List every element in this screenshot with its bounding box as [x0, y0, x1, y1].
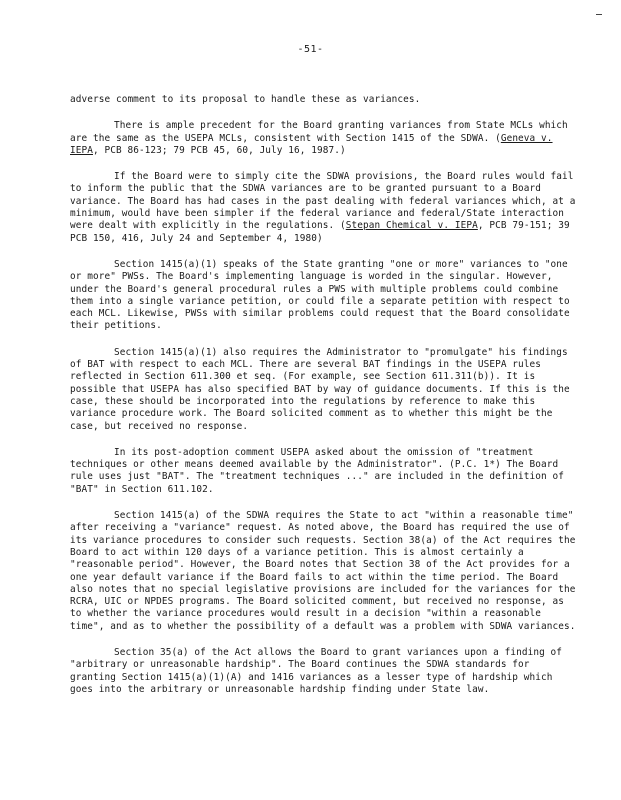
corner-mark [596, 14, 602, 15]
paragraph-continuation [70, 94, 580, 106]
paragraph-text: Section 35(a) of the Act allows the Board to grant variances upon a finding of "arbitrary or unreasonable hardship". The Board continues the SDWA standards for granting Section 1415(a)(1)(A) and 1416 variances as a lesser type of hardship which goes into the arbitrary or unreasonable hardship finding under State law. [70, 646, 563, 695]
paragraph-precedent [70, 120, 580, 157]
paragraph-section-1415-a1-pws [70, 259, 580, 333]
paragraph-text: , PCB 86-123; 79 PCB 45, 60, July 16, 1987.) [92, 144, 346, 156]
paragraph-text: If the Board were to simply cite the SDWA provisions, the Board rules would fail to inform the public that the SDWA variances are to be granted pursuant to a Board variance. The Board has had cases in the past dealing with federal variances which, at a minimum, would have been simpler if the federal variance and federal/State interaction were dealt with explicitly in the regulations. ( [70, 171, 576, 232]
paragraph-text: There is ample precedent for the Board granting variances from State MCLs which are the same as the USEPA MCLs, consistent with Section 1415 of the SDWA. ( [70, 120, 568, 144]
document-body [70, 94, 580, 710]
paragraph-bat-findings [70, 347, 580, 433]
case-citation: Stepan Chemical v. IEPA [345, 220, 478, 232]
paragraph-text: In its post-adoption comment USEPA asked about the omission of "treatment techniques or other means deemed available by the Administrator". (P.C. 1*) The Board rule uses just "BAT". The "treatment techniques ..." are included in the definition of "BAT" in Section 611.102. [70, 446, 565, 495]
paragraph-text: Section 1415(a)(1) also requires the Administrator to "promulgate" his findings of BAT with respect to each MCL. There are several BAT findings in the USEPA rules reflected in Section 611.300 et seq. (For example, see Section 611.311(b)). It is possible that USEPA has also specified BAT by way of guidance documents. If this is the case, these should be incorporated into the regulations by reference to make this variance procedure work. The Board solicited comment as to whether this might be the case, but received no response. [70, 346, 570, 432]
paragraph-text: adverse comment to its proposal to handle these as variances. [70, 94, 421, 105]
paragraph-text: Section 1415(a) of the SDWA requires the State to act "within a reasonable time" after receiving a "variance" request. As noted above, the Board has required the use of its variance procedures to consider such requests. Section 38(a) of the Act requires the Board to act within 120 days of a variance petition. This is almost certainly a "reasonable period". However, the Board notes that Section 38 of the Act provides for a one year default variance if the Board fails to act within the time period. The Board also notes that no special legislative provisions are included for the variances for the RCRA, UIC or NPDES programs. The Board solicited comment, but received no response, as to whether the variance procedures would result in a decision "within a reasonable time", and as to whether the possibility of a default was a problem with SDWA variances. [70, 510, 576, 632]
footer-mark [0, 771, 621, 780]
case-citation: Geneva v. IEPA [70, 132, 553, 156]
paragraph-sdwa-provisions [70, 171, 580, 245]
page-number: -51- [297, 44, 324, 55]
paragraph-hardship [70, 647, 580, 696]
paragraph-text: , PCB 79-151; 39 PCB 150, 416, July 24 and September 4, 1980) [70, 220, 570, 244]
paragraph-post-adoption-comment [70, 447, 580, 496]
paragraph-text: Section 1415(a)(1) speaks of the State granting "one or more" variances to "one or more" PWSs. The Board's implementing language is worded in the singular. However, under the Board's general procedural rules a PWS with multiple problems could combine them into a single variance petition, or could file a separate petition with respect to each MCL. Likewise, PWSs with similar problems could request that the Board consolidate their petitions. [70, 258, 570, 332]
paragraph-reasonable-time [70, 510, 580, 633]
